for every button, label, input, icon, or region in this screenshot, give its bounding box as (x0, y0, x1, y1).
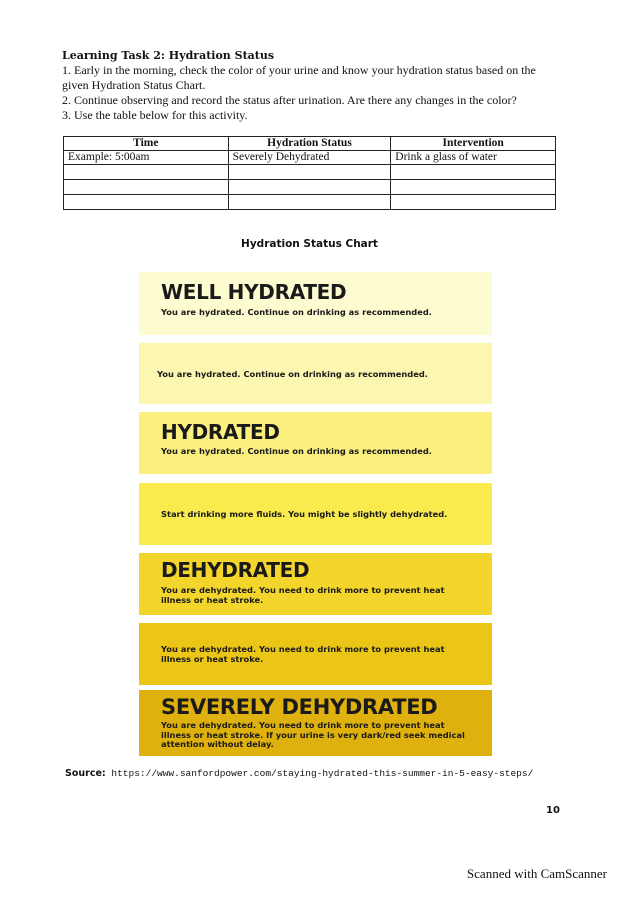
table-header-row (64, 137, 556, 151)
task-title: Learning Task 2: Hydration Status (62, 49, 275, 62)
band-text: You are hydrated. Continue on drinking as recommended. (157, 369, 428, 379)
task-instruction-3: 3. Use the table below for this activity. (62, 108, 248, 122)
band-severely-dehydrated (139, 690, 492, 756)
band-text: You are dehydrated. You need to drink more to prevent heat illness or heat stroke. If your urine is very dark/red seek medical attention without delay. (161, 720, 465, 749)
example-time: Example: 5:00am (64, 151, 229, 165)
band-heading: WELL HYDRATED (161, 280, 347, 304)
example-status: Severely Dehydrated (228, 151, 391, 165)
scanner-watermark: Scanned with CamScanner (466, 866, 607, 881)
source-citation (65, 768, 533, 779)
band-hydrated-light (139, 343, 492, 404)
source-url[interactable]: https://www.sanfordpower.com/staying-hydrated-this-summer-in-5-easy-steps/ (111, 768, 534, 779)
table-cell[interactable] (391, 165, 556, 180)
band-text: You are hydrated. Continue on drinking as recommended. (161, 307, 432, 317)
band-dehydrated-darker (139, 623, 492, 685)
band-hydrated (139, 412, 492, 474)
example-intervention: Drink a glass of water (391, 151, 556, 165)
table-row (64, 180, 556, 195)
band-heading: SEVERELY DEHYDRATED (161, 695, 438, 719)
table-cell[interactable] (64, 165, 229, 180)
band-text: You are dehydrated. You need to drink more to prevent heat illness or heat stroke. (161, 644, 445, 664)
header-hydration-status: Hydration Status (228, 137, 391, 151)
task-instruction-1: 1. Early in the morning, check the color of your urine and know your hydration status based on the given Hydration Status Chart. (62, 63, 536, 92)
table-cell[interactable] (228, 165, 391, 180)
band-heading: DEHYDRATED (161, 558, 310, 582)
table-cell[interactable] (228, 180, 391, 195)
band-text: Start drinking more fluids. You might be slightly dehydrated. (161, 509, 448, 519)
table-row (64, 195, 556, 210)
page-number: 10 (546, 805, 560, 816)
header-time: Time (64, 137, 229, 151)
source-label: Source: (65, 768, 106, 779)
band-dehydrated (139, 553, 492, 615)
chart-title: Hydration Status Chart (241, 238, 378, 250)
table-cell[interactable] (228, 195, 391, 210)
table-cell[interactable] (391, 195, 556, 210)
band-well-hydrated (139, 272, 492, 335)
table-row (64, 151, 556, 165)
task-instruction-2: 2. Continue observing and record the status after urination. Are there any changes in the color? (62, 93, 517, 107)
band-slightly-dehydrated (139, 483, 492, 545)
band-text: You are dehydrated. You need to drink more to prevent heat illness or heat stroke. (161, 585, 445, 605)
table-cell[interactable] (391, 180, 556, 195)
activity-table (63, 136, 556, 210)
header-intervention: Intervention (391, 137, 556, 151)
band-heading: HYDRATED (161, 420, 280, 444)
table-cell[interactable] (64, 195, 229, 210)
table-row (64, 165, 556, 180)
band-text: You are hydrated. Continue on drinking as recommended. (161, 446, 432, 456)
table-cell[interactable] (64, 180, 229, 195)
learning-task (62, 48, 562, 123)
